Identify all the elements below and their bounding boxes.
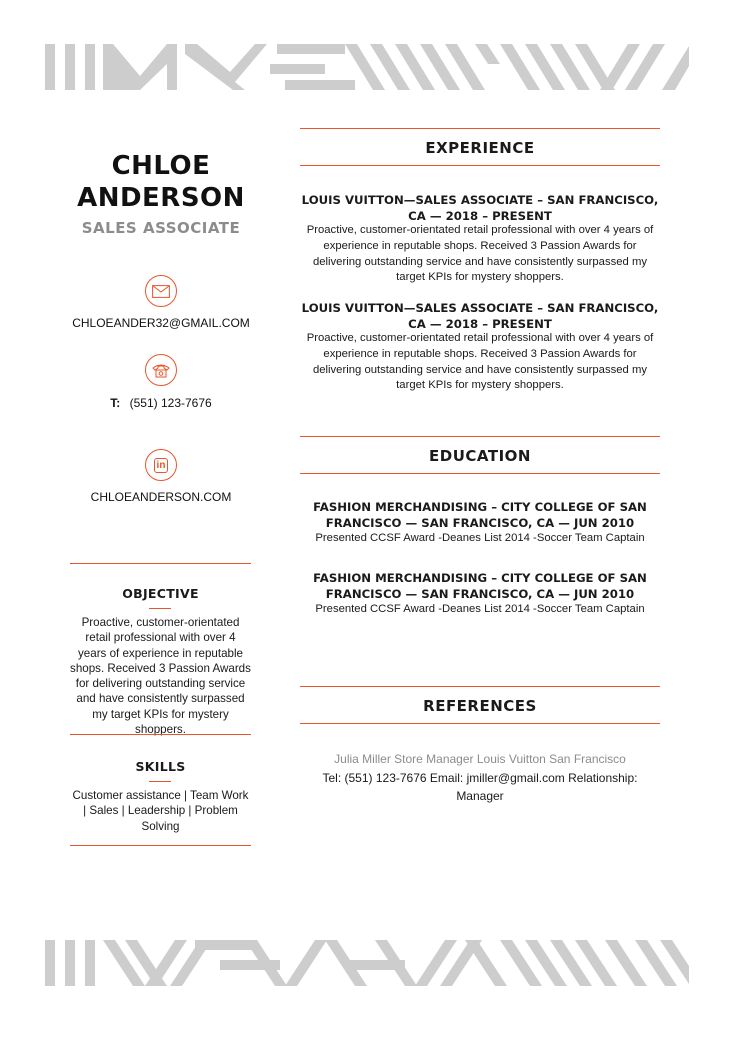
divider: [70, 845, 251, 846]
divider: [300, 436, 660, 437]
phone-line: [60, 396, 262, 410]
phone-number[interactable]: (551) 123-7676: [129, 396, 212, 410]
divider: [300, 723, 660, 724]
job-title: SALES ASSOCIATE: [81, 219, 241, 237]
objective-underline: [149, 608, 171, 609]
telephone-icon: [145, 354, 177, 386]
objective-heading: OBJECTIVE: [122, 586, 199, 601]
divider: [70, 734, 251, 735]
divider: [300, 686, 660, 687]
education-entry-description: Presented CCSF Award -Deanes List 2014 -Soccer Team Captain: [315, 603, 645, 615]
bottom-decorative-pattern: [45, 940, 689, 986]
experience-entry-title: LOUIS VUITTON—SALES ASSOCIATE – SAN FRANCISCO, CA — 2018 – PRESENT: [301, 301, 659, 331]
divider: [70, 563, 251, 564]
phone-label: T:: [110, 396, 121, 410]
divider: [300, 165, 660, 166]
skills-heading: SKILLS: [135, 759, 186, 774]
envelope-icon: [145, 275, 177, 307]
experience-entry-description: Proactive, customer-orientated retail professional with over 4 years of experience in reputable shops. Received 3 Passion Awards for delivering outstanding service and have consistently surpassed my target KPIs for mystery shoppers.: [306, 224, 654, 284]
experience-entry-description: Proactive, customer-orientated retail professional with over 4 years of experience in reputable shops. Received 3 Passion Awards for delivering outstanding service and have consistently surpassed my target KPIs for mystery shoppers.: [306, 332, 654, 392]
email-address[interactable]: CHLOEANDER32@GMAIL.COM: [72, 316, 250, 330]
divider: [300, 473, 660, 474]
objective-text: Proactive, customer-orientated retail professional with over 4 years of experience in reputable shops. Received 3 Passion Awards for delivering outstanding service and have consistently surpassed my target KPIs for mystery shoppers.: [70, 616, 251, 737]
divider: [300, 128, 660, 129]
name-last: ANDERSON: [77, 183, 245, 213]
skills-underline: [149, 781, 171, 782]
experience-entry-title: LOUIS VUITTON—SALES ASSOCIATE – SAN FRANCISCO, CA — 2018 – PRESENT: [301, 193, 659, 223]
candidate-name: [60, 150, 262, 214]
education-entry-title: FASHION MERCHANDISING – CITY COLLEGE OF SAN FRANCISCO — SAN FRANCISCO, CA — JUN 2010: [313, 571, 647, 601]
linkedin-icon: [145, 449, 177, 481]
reference-contact: Tel: (551) 123-7676 Email: jmiller@gmail.com Relationship: Manager: [322, 771, 638, 803]
website[interactable]: CHLOEANDERSON.COM: [90, 490, 232, 504]
references-heading: REFERENCES: [423, 697, 537, 715]
name-first: CHLOE: [111, 151, 211, 181]
education-heading: EDUCATION: [429, 447, 531, 465]
experience-heading: EXPERIENCE: [425, 139, 535, 157]
linkedin-glyph: in: [154, 458, 169, 473]
reference-name: Julia Miller Store Manager Louis Vuitton San Francisco: [334, 752, 626, 766]
top-decorative-pattern: [45, 44, 689, 90]
skills-text: Customer assistance | Team Work | Sales | Leadership | Problem Solving: [72, 789, 249, 833]
education-entry-title: FASHION MERCHANDISING – CITY COLLEGE OF SAN FRANCISCO — SAN FRANCISCO, CA — JUN 2010: [313, 500, 647, 530]
education-entry-description: Presented CCSF Award -Deanes List 2014 -Soccer Team Captain: [315, 532, 645, 544]
